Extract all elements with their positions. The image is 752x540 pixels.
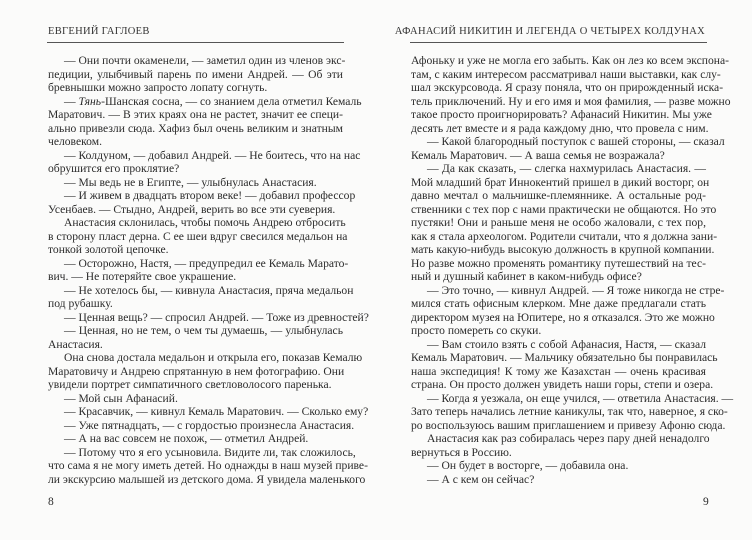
text-line: что сама я не могу иметь детей. Но однажды в наш музей приве-: [48, 459, 368, 472]
paragraph: [48, 324, 343, 351]
text-line: — Какой благородный поступок с вашей стороны, — сказал: [427, 135, 725, 148]
text-line: Маратович. — В этих краях она не растет, значит ее специ-: [48, 108, 343, 121]
text-line: такое просто проигнорировать? Афанасий Никитин. Мы уже: [411, 108, 712, 121]
paragraph: [411, 459, 706, 473]
text-line: педиции, улыбчивый парень по имени Андрей. — Об эти: [48, 67, 343, 81]
text-line: тель приключений. Ну и его имя и моя фамилия, — разве можно: [411, 94, 731, 108]
text-line: — Вам стоило взять с собой Афанасия, Настя, — сказал: [427, 337, 706, 351]
paragraph: [48, 216, 348, 257]
running-header-title: АФАНАСИЙ НИКИТИН И ЛЕГЕНДА О ЧЕТЫРЕХ КОЛДУНАХ: [394, 26, 705, 37]
text-line: там, с каким интересом рассматривал наши выставки, как слу-: [411, 67, 721, 81]
text-line: — Ценная, но не тем, о чем ты думаешь, — улыбнулась: [64, 324, 343, 337]
paragraph: [48, 351, 363, 392]
text-line: Анастасия.: [48, 337, 103, 351]
paragraph: [411, 54, 731, 135]
text-line: тонкой золотой цепочке.: [48, 243, 169, 256]
paragraph: [411, 391, 734, 433]
text-line: обрушится его проклятие?: [48, 162, 180, 175]
right-page: [376, 0, 752, 540]
text-line: — Потому что я его усыновила. Видите ли, так сложилось,: [64, 445, 356, 459]
text-line: Она снова достала медальон и открыла его, показав Кемалю: [64, 351, 363, 364]
running-header-author: ЕВГЕНИЙ ГАГЛОЕВ: [48, 26, 150, 37]
text-line: Анастасия склонилась, чтобы помочь Андрею отбросить: [64, 216, 346, 229]
text-line: вич. — Не потеряйте свое украшение.: [48, 270, 237, 283]
text-line: Афоньку и уже не могла его забыть. Как он лез ко всем экспона-: [411, 54, 729, 67]
text-line: страна. Он просто должен увидеть наши горы, степи и озера.: [411, 378, 714, 391]
text-line: наша экспедиция! К тому же Казахстан — очень красивая: [411, 364, 706, 378]
page-body-text: [411, 54, 734, 486]
text-line: вернуться в Россию.: [411, 445, 512, 459]
text-line: ли экскурсию малышей из детского дома. Я увидела маленького: [48, 472, 366, 486]
text-line: ально привезли сюда. Хафиз был очень великим и знатным: [48, 121, 343, 135]
paragraph: [411, 337, 718, 392]
page-number: 8: [48, 496, 54, 508]
text-line: бревнышки можно запросто лопату согнуть.: [48, 81, 268, 94]
paragraph: [48, 432, 343, 446]
paragraph: [411, 283, 725, 338]
text-line: Анастасия как раз собиралась через пару дней ненадолго: [427, 432, 710, 445]
text-line: — Колдуном, — добавил Андрей. — Не боитесь, что на нас: [64, 148, 361, 162]
text-line: пустяки! Они и раньше меня не особо жаловали, с тех пор,: [411, 216, 706, 229]
text-line: — Он будет в восторге, — добавила она.: [427, 459, 629, 472]
text-line: человеком.: [48, 135, 102, 148]
header-rule: [47, 42, 344, 43]
paragraph: [411, 432, 710, 459]
text-line: — Когда я уезжала, он еще учился, — ответила Анастасия. —: [427, 391, 734, 405]
paragraph: [48, 418, 355, 433]
paragraph: [48, 445, 368, 487]
text-line: — А на вас совсем не похож, — отметил Андрей.: [64, 432, 309, 445]
paragraph: [411, 135, 725, 162]
text-line: — Мой сын Афанасий.: [64, 391, 178, 405]
text-line: под рубашку.: [48, 297, 113, 310]
text-line: — Ценная вещь? — спросил Андрей. — Тоже из древностей?: [64, 310, 369, 324]
paragraph: [48, 392, 343, 406]
page-number: 9: [703, 496, 709, 508]
paragraph: [48, 256, 349, 284]
text-line: — Не хотелось бы, — кивнула Анастасия, пряча медальон: [64, 283, 354, 297]
text-line: — А с кем он сейчас?: [427, 472, 535, 486]
text-line: в сторону пласт дерна. С ее шеи вдруг свесился медальон на: [48, 229, 348, 243]
text-line: как я стала археологом. Родители считали, что я должна зани-: [411, 229, 718, 243]
text-line: — И живем в двадцать втором веке! — добавил профессор: [64, 189, 356, 202]
paragraph: [48, 176, 343, 190]
text-line: — Осторожно, Настя, — предупредил ее Кемаль Марато-: [64, 256, 349, 270]
page-body-text: [48, 54, 369, 486]
paragraph: [48, 283, 354, 311]
paragraph: [48, 54, 346, 95]
text-line: Мой младший брат Иннокентий пришел в дикий восторг, он: [411, 175, 710, 189]
text-line: Но разве можно променять романтику путешествий на тес-: [411, 256, 706, 270]
paragraph: [48, 189, 356, 216]
paragraph: [48, 148, 361, 176]
text-line: Усенбаев. — Стыдно, Андрей, верить во все эти суеверия.: [48, 202, 336, 216]
text-line: — Мы ведь не в Египте, — улыбнулась Анастасия.: [64, 175, 317, 189]
text-line: — Уже пятнадцать, — с гордостью произнесла Анастасия.: [64, 418, 355, 432]
text-line: давно мечтал о мальчишке-племяннике. А остальные род-: [411, 189, 706, 202]
text-line: Кемаль Маратович. — А ваша семья не возражала?: [411, 148, 665, 162]
paragraph: [411, 473, 706, 487]
text-line: Зато теперь начались летние каникулы, так что, наверное, я ско-: [411, 405, 728, 418]
text-line: директором музея на Юпитере, но я отказался. Это же можно: [411, 310, 715, 324]
text-line: ро воспользуюсь вашим приглашением и привезу Афоню сюда.: [411, 418, 726, 432]
text-line: увидели портрет симпатичного светловолосого паренька.: [48, 378, 332, 391]
italic-word: Тянь: [78, 94, 102, 108]
text-line: — Да как сказать, — слегка нахмурилась Анастасия. —: [427, 162, 706, 175]
text-line: мать какую-нибудь высокую должность в крупной компании.: [411, 243, 715, 256]
text-line: — Красавчик, — кивнул Кемаль Маратович. — Сколько ему?: [64, 405, 369, 418]
text-line: — Они почти окаменели, — заметил один из членов экс-: [64, 54, 346, 67]
text-line: ный и душный кабинет в каком-нибудь офисе?: [411, 270, 642, 283]
text-line: десять лет вместе и я рада каждому дню, что провела с ним.: [411, 121, 709, 135]
text-line: — Тянь-Шанская сосна, — со знанием дела отметил Кемаль: [64, 94, 362, 108]
paragraph: [48, 94, 362, 149]
paragraph: [48, 405, 369, 419]
paragraph: [411, 162, 718, 284]
text-line: мился стать офисным клерком. Мне даже предлагали стать: [411, 297, 706, 310]
text-line: шал экскурсовода. Я сразу поняла, что он прирожденный иска-: [411, 81, 724, 94]
header-rule: [410, 42, 707, 43]
text-line: Маратовичу и Андрею спрятанную в нем фотографию. Они: [48, 364, 345, 378]
paragraph: [48, 310, 369, 325]
text-line: просто помереть со скуки.: [411, 324, 542, 337]
text-line: — Это точно, — кивнул Андрей. — Я тоже никогда не стре-: [427, 283, 725, 297]
text-line: ственники с тех пор с нами практически не общаются. Но это: [411, 202, 717, 216]
text-line: Кемаль Маратович. — Мальчику обязательно бы понравилась: [411, 351, 718, 364]
